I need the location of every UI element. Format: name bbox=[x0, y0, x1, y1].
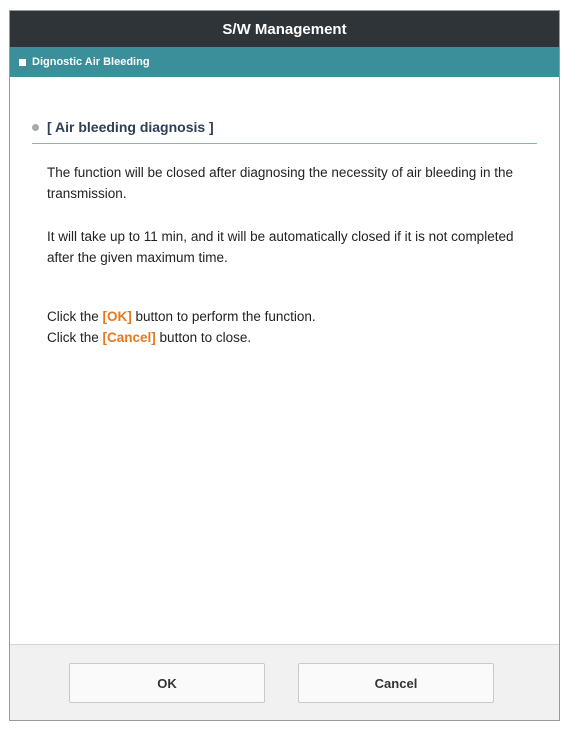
instruction-cancel bbox=[47, 330, 251, 345]
instruction-cancel-suffix: button to close. bbox=[155, 330, 252, 345]
instruction-ok-prefix: Click the bbox=[47, 309, 103, 324]
instruction-cancel-prefix: Click the bbox=[47, 330, 103, 345]
section-header bbox=[32, 119, 537, 144]
instruction-ok bbox=[47, 309, 316, 324]
window-title: S/W Management bbox=[222, 20, 347, 38]
circle-bullet-icon bbox=[32, 124, 39, 131]
description-paragraph-2: It will take up to 11 min, and it will be automatically closed if it is not completed after the given maximum time. bbox=[47, 229, 514, 265]
subheader-bar bbox=[10, 47, 559, 77]
ok-highlight: [OK] bbox=[102, 309, 132, 324]
section-title: [ Air bleeding diagnosis ] bbox=[47, 119, 214, 135]
instruction-ok-suffix: button to perform the function. bbox=[131, 309, 316, 324]
sw-management-window bbox=[9, 10, 560, 721]
subheader-label: Dignostic Air Bleeding bbox=[32, 56, 150, 68]
instruction-block bbox=[47, 306, 537, 348]
cancel-button[interactable]: Cancel bbox=[298, 663, 494, 703]
content-area bbox=[10, 77, 559, 646]
cancel-highlight: [Cancel] bbox=[102, 330, 156, 345]
button-footer bbox=[10, 644, 559, 720]
description-paragraph-1: The function will be closed after diagnosing the necessity of air bleeding in the transmission. bbox=[47, 165, 514, 201]
square-bullet-icon bbox=[19, 59, 26, 66]
ok-button[interactable]: OK bbox=[69, 663, 265, 703]
window-titlebar bbox=[10, 11, 559, 47]
